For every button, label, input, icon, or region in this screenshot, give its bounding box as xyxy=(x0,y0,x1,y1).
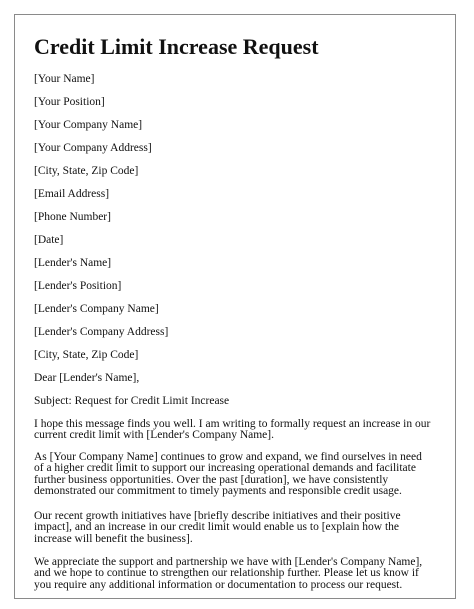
body-paragraph: We appreciate the support and partnership we have with [Lender's Company Name], and we hope to continue to strengthen our relationship further. Please let us know if you require any additional information or documentation to process our request. xyxy=(34,556,423,591)
letter-date: [Date] xyxy=(34,234,64,246)
body-paragraph: I hope this message finds you well. I am writing to formally request an increase in our current credit limit with [Lender's Company Name]. xyxy=(34,418,431,442)
sender-name: [Your Name] xyxy=(34,73,95,85)
body-paragraph: Our recent growth initiatives have [briefly describe initiatives and their positive impact], and an increase in our credit limit would enable us to [explain how the increase will benefit the business]. xyxy=(34,510,401,545)
recipient-address: [Lender's Company Address] xyxy=(34,326,169,338)
recipient-position: [Lender's Position] xyxy=(34,280,122,292)
recipient-city-state-zip: [City, State, Zip Code] xyxy=(34,349,139,361)
sender-city-state-zip: [City, State, Zip Code] xyxy=(34,165,139,177)
body-paragraph: As [Your Company Name] continues to grow and expand, we find ourselves in need of a higher credit limit to support our increasing operational demands and facilitate further business opportunities. Over the past [duration], we have consistently demonstrated our commitment to timely payments and responsible credit usage. xyxy=(34,451,422,497)
sender-address: [Your Company Address] xyxy=(34,142,152,154)
salutation: Dear [Lender's Name], xyxy=(34,372,140,384)
recipient-company: [Lender's Company Name] xyxy=(34,303,159,315)
sender-phone: [Phone Number] xyxy=(34,211,111,223)
sender-position: [Your Position] xyxy=(34,96,105,108)
sender-email: [Email Address] xyxy=(34,188,110,200)
recipient-name: [Lender's Name] xyxy=(34,257,112,269)
letter-page xyxy=(14,14,456,599)
sender-company: [Your Company Name] xyxy=(34,119,143,131)
subject-line: Subject: Request for Credit Limit Increase xyxy=(34,395,230,407)
document-title: Credit Limit Increase Request xyxy=(34,34,319,59)
